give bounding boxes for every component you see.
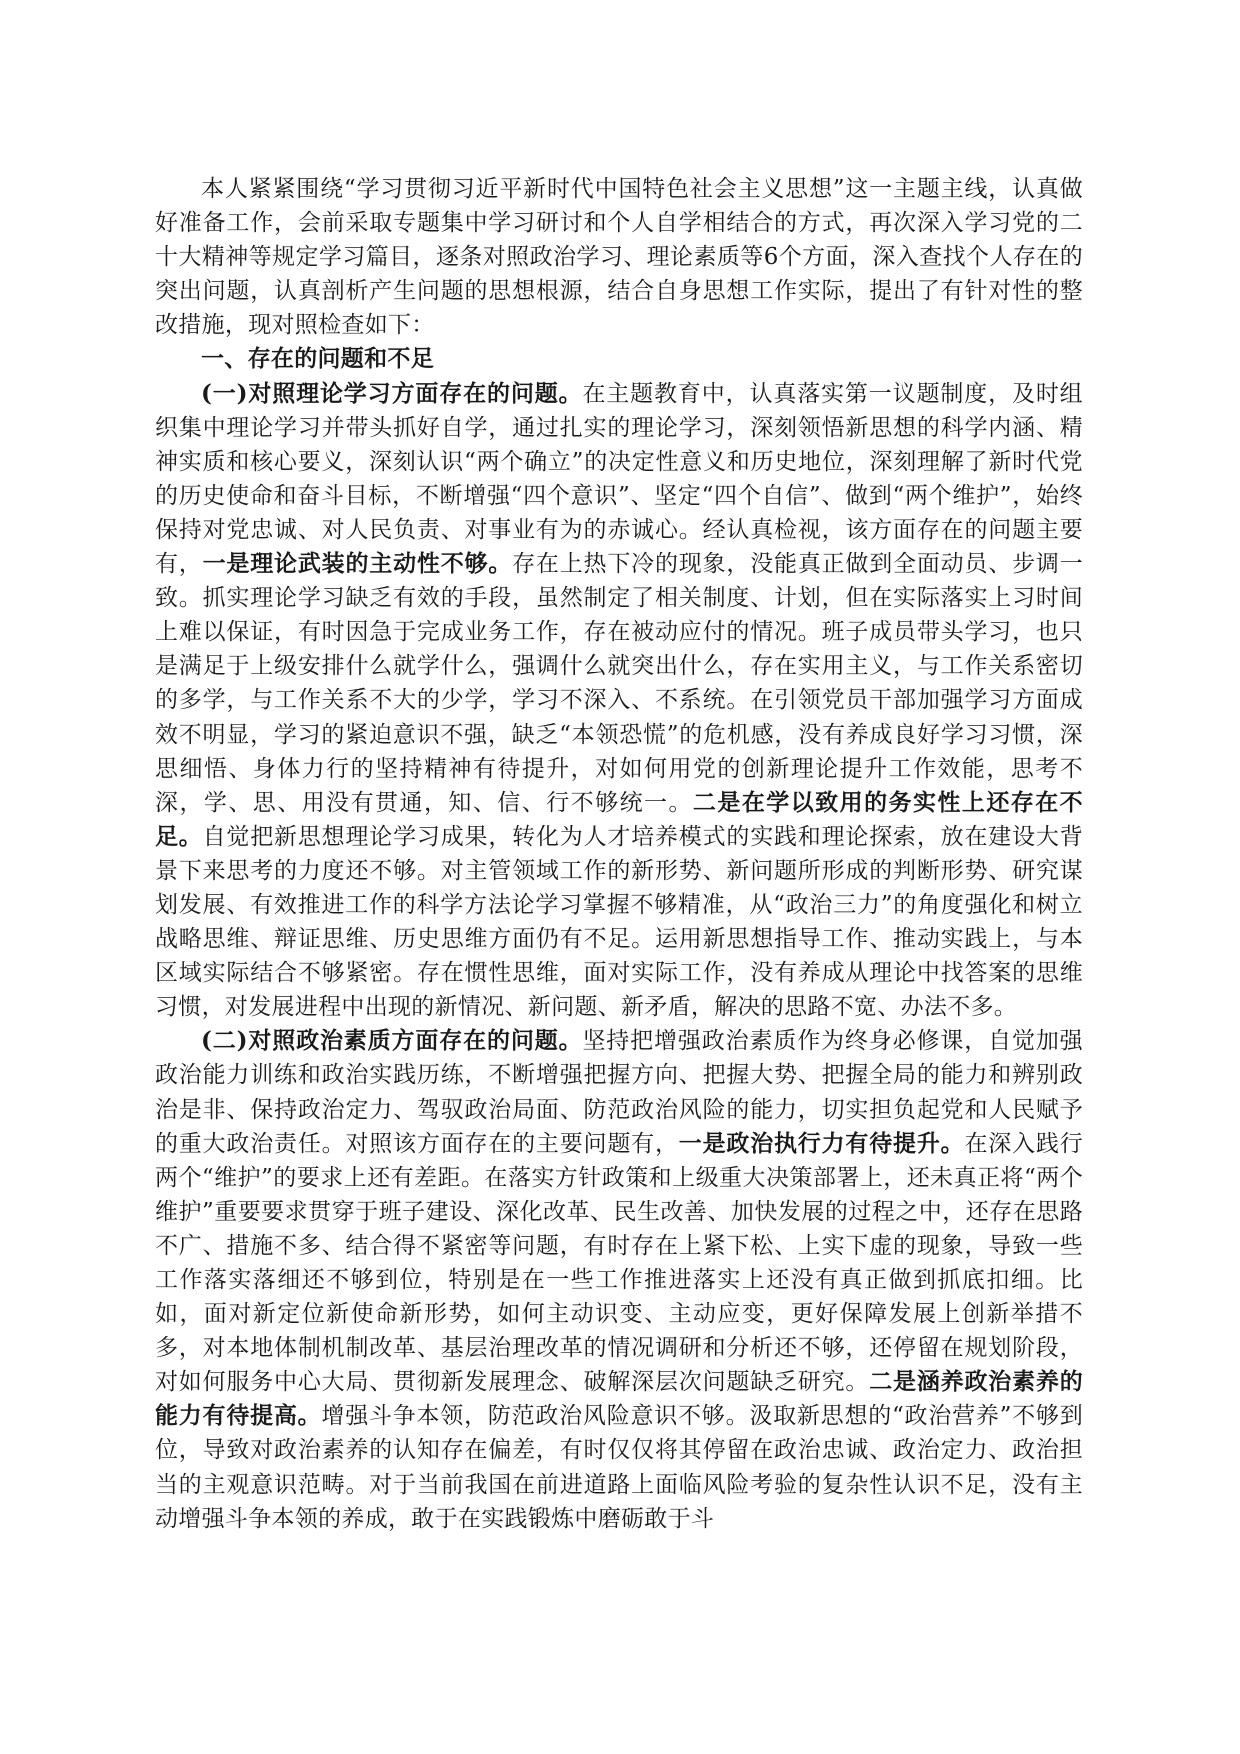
document-body (155, 172, 1083, 1536)
paragraph-lead: (二)对照政治素质方面存在的问题。 (201, 1027, 583, 1055)
paragraph-text: 存在上热下冷的现象，没能真正做到全面动员、步调一致。抓实理论学习缺乏有效的手段，虽然制定了相关制度、计划，但在实际落实上习时间上难以保证，有时因急于完成业务工作，存在被动应付的情况。班子成员带头学习，也只是满足于上级安排什么就学什么，强调什么就突出什么，存在实用主义，与工作关系密切的多学，与工作关系不大的少学，学习不深入、不系统。在引领党员干部加强学习方面成效不明显，学习的紧迫意识不强，缺乏“本领恐慌”的危机感，没有养成良好学习习惯，深思细悟、身体力行的坚持精神有待提升，对如何用党的创新理论提升工作效能，思考不深，学、思、用没有贯通，知、信、行不够统一。 (155, 551, 1083, 816)
emphasis-text: 一是理论武装的主动性不够。 (202, 550, 513, 578)
paragraph-text: 坚持把增强政治素质作为终身必修课，自觉加强政治能力训练和政治实践历练，不断增强把握方向、把握大势、把握全局的能力和辨别政治是非、保持政治定力、驾驭政治局面、防范政治风险的能力，切实担负起党和人民赋予的重大政治责任。对照该方面存在的主要问题有， (155, 1028, 1083, 1157)
paragraph-text: 在主题教育中，认真落实第一议题制度，及时组织集中理论学习并带头抓好自学，通过扎实的理论学习，深刻领悟新思想的科学内涵、精神实质和核心要义，深刻认识“两个确立”的决定性意义和历史地位，深刻理解了新时代党的历史使命和奋斗目标，不断增强“四个意识”、坚定“四个自信”、做到“两个维护”，始终保持对党忠诚、对人民负责、对事业有为的赤诚心。经认真检视，该方面存在的问题主要有， (155, 380, 1083, 578)
emphasis-text: 二是涵养政治素养的能力有待提高。 (155, 1368, 1083, 1430)
paragraph-lead: (一)对照理论学习方面存在的问题。 (201, 379, 583, 407)
paragraph-text: 在深入践行两个“维护”的要求上还有差距。在落实方针政策和上级重大决策部署上，还未真正将“两个维护”重要要求贯穿于班子建设、深化改革、民生改善、加快发展的过程之中，还存在思路不广、措施不多、结合得不紧密等问题，有时存在上紧下松、上实下虚的现象，导致一些工作落实落细还不够到位，特别是在一些工作推进落实上还没有真正做到抓底扣细。比如，面对新定位新使命新形势，如何主动识变、主动应变，更好保障发展上创新举措不多，对本地体制机制改革、基层治理改革的情况调研和分析还不够，还停留在规划阶段，对如何服务中心大局、贯彻新发展理念、破解深层次问题缺乏研究。 (155, 1130, 1083, 1396)
emphasis-text: 二是在学以致用的务实性上还存在不足。 (155, 788, 1083, 850)
paragraph-text: 增强斗争本领，防范政治风险意识不够。汲取新思想的“政治营养”不够到位，导致对政治素养的认知存在偏差，有时仅仅将其停留在政治忠诚、政治定力、政治担当的主观意识范畴。对于当前我国在前进道路上面临风险考验的复杂性认识不足，没有主动增强斗争本领的养成，敢于在实践锻炼中磨砺敢于斗 (155, 1403, 1083, 1532)
emphasis-text: 一是政治执行力有待提升。 (678, 1129, 965, 1157)
paragraph-text: 自觉把新思想理论学习成果，转化为人才培养模式的实践和理论探索，放在建设大背景下来思考的力度还不够。对主管领域工作的新形势、新问题所形成的判断形势、研究谋划发展、有效推进工作的科学方法论学习掌握不够精准，从“政治三力”的角度强化和树立战略思维、辩证思维、历史思维方面仍有不足。运用新思想指导工作、推动实践上，与本区域实际结合不够紧密。存在惯性思维，面对实际工作，没有养成从理论中找答案的思维习惯，对发展进程中出现的新情况、新问题、新矛盾，解决的思路不宽、办法不多。 (155, 823, 1083, 1021)
paragraph-theory-study (155, 377, 1083, 1025)
paragraph-political-quality (155, 1024, 1083, 1535)
intro-paragraph: 本人紧紧围绕“学习贯彻习近平新时代中国特色社会主义思想”这一主题主线，认真做好准备工作，会前采取专题集中学习研讨和个人自学相结合的方式，再次深入学习党的二十大精神等规定学习篇目，逐条对照政治学习、理论素质等6个方面，深入查找个人存在的突出问题，认真剖析产生问题的思想根源，结合自身思想工作实际，提出了有针对性的整改措施，现对照检查如下： (155, 176, 1083, 339)
section-heading: 一、存在的问题和不足 (201, 345, 434, 373)
